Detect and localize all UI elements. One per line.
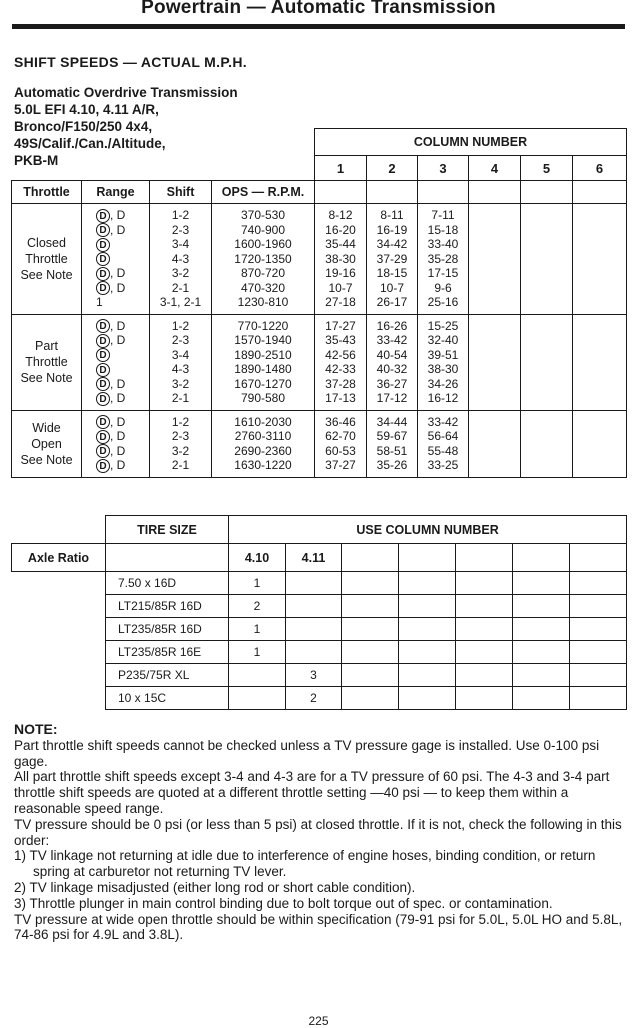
range-text: , D [110, 429, 126, 443]
page-title: Powertrain — Automatic Transmission [141, 0, 496, 18]
part-throttle-group [12, 314, 627, 410]
empty-column-cell [573, 314, 627, 410]
shift-value: 1-2 [171, 208, 190, 222]
empty-cell [513, 572, 570, 595]
circled-d-icon: D [96, 459, 110, 473]
col3-value: 15-25 [427, 318, 459, 333]
note-paragraph: Part throttle shift speeds cannot be checked unless a TV pressure gage is installed. Use 0-100 psi gage. [14, 737, 600, 769]
circled-d-icon: D [96, 252, 110, 266]
ops-value: 2690-2360 [234, 443, 292, 458]
col2-value: 35-26 [376, 458, 408, 472]
empty-cell [399, 664, 456, 687]
empty-cell [570, 595, 627, 618]
ops-value: 740-900 [240, 222, 286, 237]
empty-column-cell [521, 204, 573, 315]
col2-value: 36-27 [376, 376, 408, 391]
note-paragraph: TV pressure should be 0 psi (or less than 5 psi) at closed throttle. If it is not, check the following in this order: [14, 816, 622, 848]
throttle-header: Throttle [12, 181, 82, 204]
empty-column-cell [469, 410, 521, 477]
col3-value: 56-64 [427, 429, 459, 443]
empty-cell [456, 687, 513, 710]
col1-value: 38-30 [325, 251, 356, 266]
empty-cell [399, 641, 456, 664]
tire-size: P235/75R XL [106, 664, 229, 687]
col2-value: 8-11 [380, 208, 404, 222]
empty-column-cell [573, 204, 627, 315]
shift-value: 2-3 [171, 429, 190, 443]
col3-value: 7-11 [431, 208, 455, 222]
column-for-4-11 [286, 595, 342, 618]
empty-cell [399, 687, 456, 710]
ops-value: 1600-1960 [234, 237, 292, 251]
col2-value: 40-54 [376, 347, 408, 362]
ops-cell [212, 204, 315, 315]
tire-size-header: TIRE SIZE [106, 516, 229, 544]
range-cell [82, 204, 150, 315]
circled-d-icon: D [96, 348, 110, 362]
range-value [82, 237, 149, 252]
empty-cell [513, 641, 570, 664]
throttle-cell [12, 314, 82, 410]
range-value [82, 348, 149, 363]
shift-value: 4-3 [171, 251, 190, 266]
empty-cell [399, 595, 456, 618]
col1-value: 35-44 [325, 237, 356, 251]
ops-value: 770-1220 [237, 318, 289, 333]
spacer-cell [12, 687, 106, 710]
circled-d-icon: D [96, 377, 110, 391]
ops-value: 1890-2510 [234, 347, 292, 362]
spec-line: PKB-M [14, 153, 59, 168]
empty-cell [570, 664, 627, 687]
col1-value: 42-56 [325, 347, 356, 362]
tire-row [12, 687, 627, 710]
col1-cell [315, 204, 367, 315]
circled-d-icon: D [96, 334, 110, 348]
ops-value: 1630-1220 [234, 458, 292, 472]
range-value [82, 415, 149, 430]
col3-value: 39-51 [427, 347, 459, 362]
throttle-label: Closed [27, 235, 66, 250]
col1-cell [315, 410, 367, 477]
shift-value: 3-4 [171, 347, 190, 362]
range-text: , D [110, 333, 126, 347]
range-text: , D [110, 414, 126, 429]
column-for-4-11 [286, 618, 342, 641]
col2-value: 33-42 [376, 333, 408, 347]
col2-value: 34-42 [376, 237, 408, 251]
tire-row [12, 595, 627, 618]
ops-value: 790-580 [240, 391, 286, 405]
col1-value: 19-16 [325, 266, 356, 280]
note-list-item: 2) TV linkage misadjusted (either long rod or short cable condition). [14, 879, 416, 895]
tire-row [12, 641, 627, 664]
empty-column-cell [469, 204, 521, 315]
col2-value: 37-29 [376, 251, 408, 266]
column-for-4-10: 1 [229, 618, 286, 641]
range-text: , D [110, 318, 126, 333]
ratio-header: 4.10 [229, 544, 286, 572]
col1-cell [315, 314, 367, 410]
column-for-4-11 [286, 572, 342, 595]
shift-value: 4-3 [171, 362, 190, 376]
shift-value: 2-1 [171, 458, 190, 472]
column-number-header: COLUMN NUMBER [315, 129, 627, 156]
col1-value: 27-18 [325, 295, 356, 309]
empty-cell [570, 618, 627, 641]
range-text: , D [110, 458, 126, 472]
shift-value: 2-1 [171, 391, 190, 405]
spacer-cell [12, 618, 106, 641]
circled-d-icon: D [96, 319, 110, 333]
col1-value: 37-28 [325, 376, 356, 391]
range-text: , D [110, 391, 126, 405]
empty-cell [342, 687, 399, 710]
col2-cell [367, 410, 418, 477]
column-for-4-10 [229, 687, 286, 710]
tire-row [12, 618, 627, 641]
ops-value: 1610-2030 [234, 414, 292, 429]
empty-cell [513, 664, 570, 687]
empty-cell [570, 572, 627, 595]
spec-line: 5.0L EFI 4.10, 4.11 A/R, [14, 102, 159, 117]
col3-value: 17-15 [427, 266, 459, 280]
ops-rpm-header: OPS — R.P.M. [212, 181, 315, 204]
column-for-4-10: 1 [229, 641, 286, 664]
circled-d-icon: D [96, 238, 110, 252]
column-for-4-11: 2 [286, 687, 342, 710]
shift-value: 1-2 [171, 318, 190, 333]
tire-size: 7.50 x 16D [106, 572, 229, 595]
empty-cell [513, 687, 570, 710]
empty-cell [342, 572, 399, 595]
ops-value: 870-720 [240, 266, 286, 280]
col1-value: 60-53 [325, 443, 356, 458]
range-text: 1 [96, 295, 103, 309]
range-value [82, 208, 149, 223]
circled-d-icon: D [96, 281, 110, 295]
tire-size: 10 x 15C [106, 687, 229, 710]
ops-value: 370-530 [240, 208, 286, 222]
wide-open-group [12, 410, 627, 477]
col1-value: 17-27 [325, 318, 356, 333]
ops-value: 1890-1480 [234, 362, 292, 376]
shift-value: 3-4 [171, 237, 190, 251]
range-value [82, 429, 149, 444]
col2-cell [367, 314, 418, 410]
throttle-label: See Note [20, 371, 73, 385]
empty-cell [342, 618, 399, 641]
range-value [82, 223, 149, 238]
range-value [82, 391, 149, 406]
ops-cell [212, 410, 315, 477]
column-for-4-11: 3 [286, 664, 342, 687]
col3-value: 55-48 [427, 443, 459, 458]
spacer-cell [12, 641, 106, 664]
shift-value: 3-2 [171, 266, 190, 280]
circled-d-icon: D [96, 209, 110, 223]
col2-value: 17-12 [376, 391, 408, 405]
shift-value: 3-2 [171, 443, 190, 458]
col2-value: 10-7 [379, 280, 405, 295]
col1-value: 42-33 [325, 362, 356, 376]
col1-value: 10-7 [328, 280, 353, 295]
col2-value: 58-51 [376, 443, 408, 458]
range-value [82, 362, 149, 377]
tire-size: LT235/85R 16E [106, 641, 229, 664]
col3-value: 33-42 [427, 414, 459, 429]
col3-value: 32-40 [427, 333, 459, 347]
col2-value: 16-19 [376, 222, 408, 237]
spec-line: 49S/Calif./Can./Altitude, [14, 136, 166, 151]
tire-size: LT215/85R 16D [106, 595, 229, 618]
empty-cell [456, 618, 513, 641]
col1-value: 16-20 [325, 222, 356, 237]
ops-value: 1230-810 [237, 295, 289, 309]
ratio-header: 4.11 [286, 544, 342, 572]
range-value [82, 281, 149, 296]
range-value [82, 458, 149, 473]
column-number: 4 [469, 156, 521, 181]
range-cell [82, 314, 150, 410]
col3-value: 33-25 [427, 458, 459, 472]
empty-cell [399, 572, 456, 595]
page-number: 225 [308, 1014, 329, 1028]
shift-value: 1-2 [171, 414, 190, 429]
shift-cell [150, 410, 212, 477]
throttle-cell [12, 410, 82, 477]
column-number: 6 [573, 156, 627, 181]
col2-value: 40-32 [376, 362, 408, 376]
spec-line: Automatic Overdrive Transmission [14, 85, 238, 100]
col2-value: 18-15 [376, 266, 408, 280]
col1-value: 36-46 [325, 414, 356, 429]
range-value [82, 319, 149, 334]
circled-d-icon: D [96, 430, 110, 444]
column-number: 1 [315, 156, 367, 181]
column-number: 5 [521, 156, 573, 181]
range-value [82, 444, 149, 459]
title-rule [12, 24, 625, 29]
throttle-label: Part [35, 339, 58, 353]
note-list-item: 1) TV linkage not returning at idle due to interference of engine hoses, binding condition, or return spring at carburetor not returning TV lever. [14, 848, 596, 880]
tire-row [12, 572, 627, 595]
range-text: , D [110, 222, 126, 237]
spec-line: Bronco/F150/250 4x4, [14, 119, 153, 134]
empty-cell [570, 641, 627, 664]
col2-cell [367, 204, 418, 315]
circled-d-icon: D [96, 444, 110, 458]
range-value [82, 295, 149, 310]
ops-cell [212, 314, 315, 410]
col3-value: 34-26 [427, 376, 459, 391]
note-section [14, 722, 626, 943]
col2-value: 34-44 [376, 414, 408, 429]
empty-cell [342, 595, 399, 618]
empty-cell [342, 664, 399, 687]
col3-cell [418, 314, 469, 410]
col3-value: 16-12 [427, 391, 459, 405]
section-heading: SHIFT SPEEDS — ACTUAL M.P.H. [14, 54, 247, 70]
range-value [82, 252, 149, 267]
range-text: , D [110, 443, 126, 458]
shift-value: 2-3 [171, 333, 190, 347]
col3-value: 33-40 [427, 237, 459, 251]
range-value [82, 266, 149, 281]
shift-cell [150, 204, 212, 315]
empty-column-cell [521, 410, 573, 477]
use-column-number-header: USE COLUMN NUMBER [229, 516, 627, 544]
col1-value: 62-70 [325, 429, 356, 443]
throttle-label: See Note [20, 267, 73, 282]
col3-value: 35-28 [427, 251, 459, 266]
empty-cell [513, 595, 570, 618]
column-for-4-10: 2 [229, 595, 286, 618]
col3-value: 25-16 [427, 295, 459, 309]
tire-size: LT235/85R 16D [106, 618, 229, 641]
axle-ratio-table [11, 515, 627, 710]
throttle-label: Throttle [25, 355, 68, 369]
range-value [82, 333, 149, 348]
empty-column-cell [469, 314, 521, 410]
shift-value: 2-3 [171, 222, 190, 237]
range-text: , D [110, 208, 126, 222]
shift-header: Shift [150, 181, 212, 204]
throttle-cell [12, 204, 82, 315]
tire-row [12, 664, 627, 687]
empty-cell [513, 618, 570, 641]
ops-value: 470-320 [240, 280, 286, 295]
ops-value: 2760-3110 [234, 429, 292, 443]
ops-value: 1720-1350 [234, 251, 292, 266]
circled-d-icon: D [96, 223, 110, 237]
spacer-cell [12, 664, 106, 687]
circled-d-icon: D [96, 392, 110, 406]
column-number: 2 [367, 156, 418, 181]
throttle-label: See Note [20, 452, 73, 467]
col2-value: 26-17 [376, 295, 408, 309]
empty-cell [570, 687, 627, 710]
range-text: , D [110, 280, 126, 295]
col1-value: 8-12 [328, 208, 353, 222]
col1-value: 35-43 [325, 333, 356, 347]
closed-throttle-group [12, 204, 627, 315]
shift-value: 2-1 [171, 280, 190, 295]
column-for-4-10: 1 [229, 572, 286, 595]
col3-cell [418, 410, 469, 477]
ops-value: 1570-1940 [234, 333, 292, 347]
col1-value: 17-13 [325, 391, 356, 405]
note-list-item: 3) Throttle plunger in main control binding due to bolt torque out of spec. or contamination. [14, 895, 553, 911]
empty-cell [456, 664, 513, 687]
throttle-label: Throttle [25, 251, 68, 266]
column-number: 3 [418, 156, 469, 181]
note-title: NOTE: [14, 721, 58, 737]
throttle-label: Open [31, 436, 62, 451]
range-value [82, 377, 149, 392]
col3-value: 15-18 [427, 222, 459, 237]
col2-value: 59-67 [376, 429, 408, 443]
range-text: , D [110, 266, 126, 280]
shift-cell [150, 314, 212, 410]
throttle-label: Wide [32, 420, 61, 435]
ops-value: 1670-1270 [234, 376, 292, 391]
empty-cell [456, 641, 513, 664]
circled-d-icon: D [96, 267, 110, 281]
shift-value: 3-2 [171, 376, 190, 391]
col3-value: 9-6 [434, 280, 452, 295]
col2-value: 16-26 [376, 318, 408, 333]
note-paragraph: All part throttle shift speeds except 3-4 and 4-3 are for a TV pressure of 60 psi. The 4-3 and 3-4 part throttle shift speeds are quoted at a different throttle setting —40 psi — to keep them within a reasonable speed range. [14, 769, 610, 816]
circled-d-icon: D [96, 363, 110, 377]
col3-cell [418, 204, 469, 315]
column-for-4-10 [229, 664, 286, 687]
spacer-cell [12, 572, 106, 595]
empty-column-cell [521, 314, 573, 410]
col3-value: 38-30 [427, 362, 459, 376]
empty-cell [456, 595, 513, 618]
range-header: Range [82, 181, 150, 204]
col1-value: 37-27 [325, 458, 356, 472]
range-text: , D [110, 376, 126, 391]
empty-cell [342, 641, 399, 664]
range-cell [82, 410, 150, 477]
axle-ratio-label: Axle Ratio [12, 544, 106, 572]
empty-cell [399, 618, 456, 641]
column-for-4-11 [286, 641, 342, 664]
empty-cell [456, 572, 513, 595]
empty-column-cell [573, 410, 627, 477]
note-paragraph: TV pressure at wide open throttle should be within specification (79-91 psi for 5.0L, 5.0L HO and 5.8L, 74-86 psi for 4.9L and 3.8L). [14, 911, 623, 943]
shift-speeds-table [11, 128, 627, 478]
shift-value: 3-1, 2-1 [159, 295, 202, 309]
circled-d-icon: D [96, 415, 110, 429]
spacer-cell [12, 595, 106, 618]
